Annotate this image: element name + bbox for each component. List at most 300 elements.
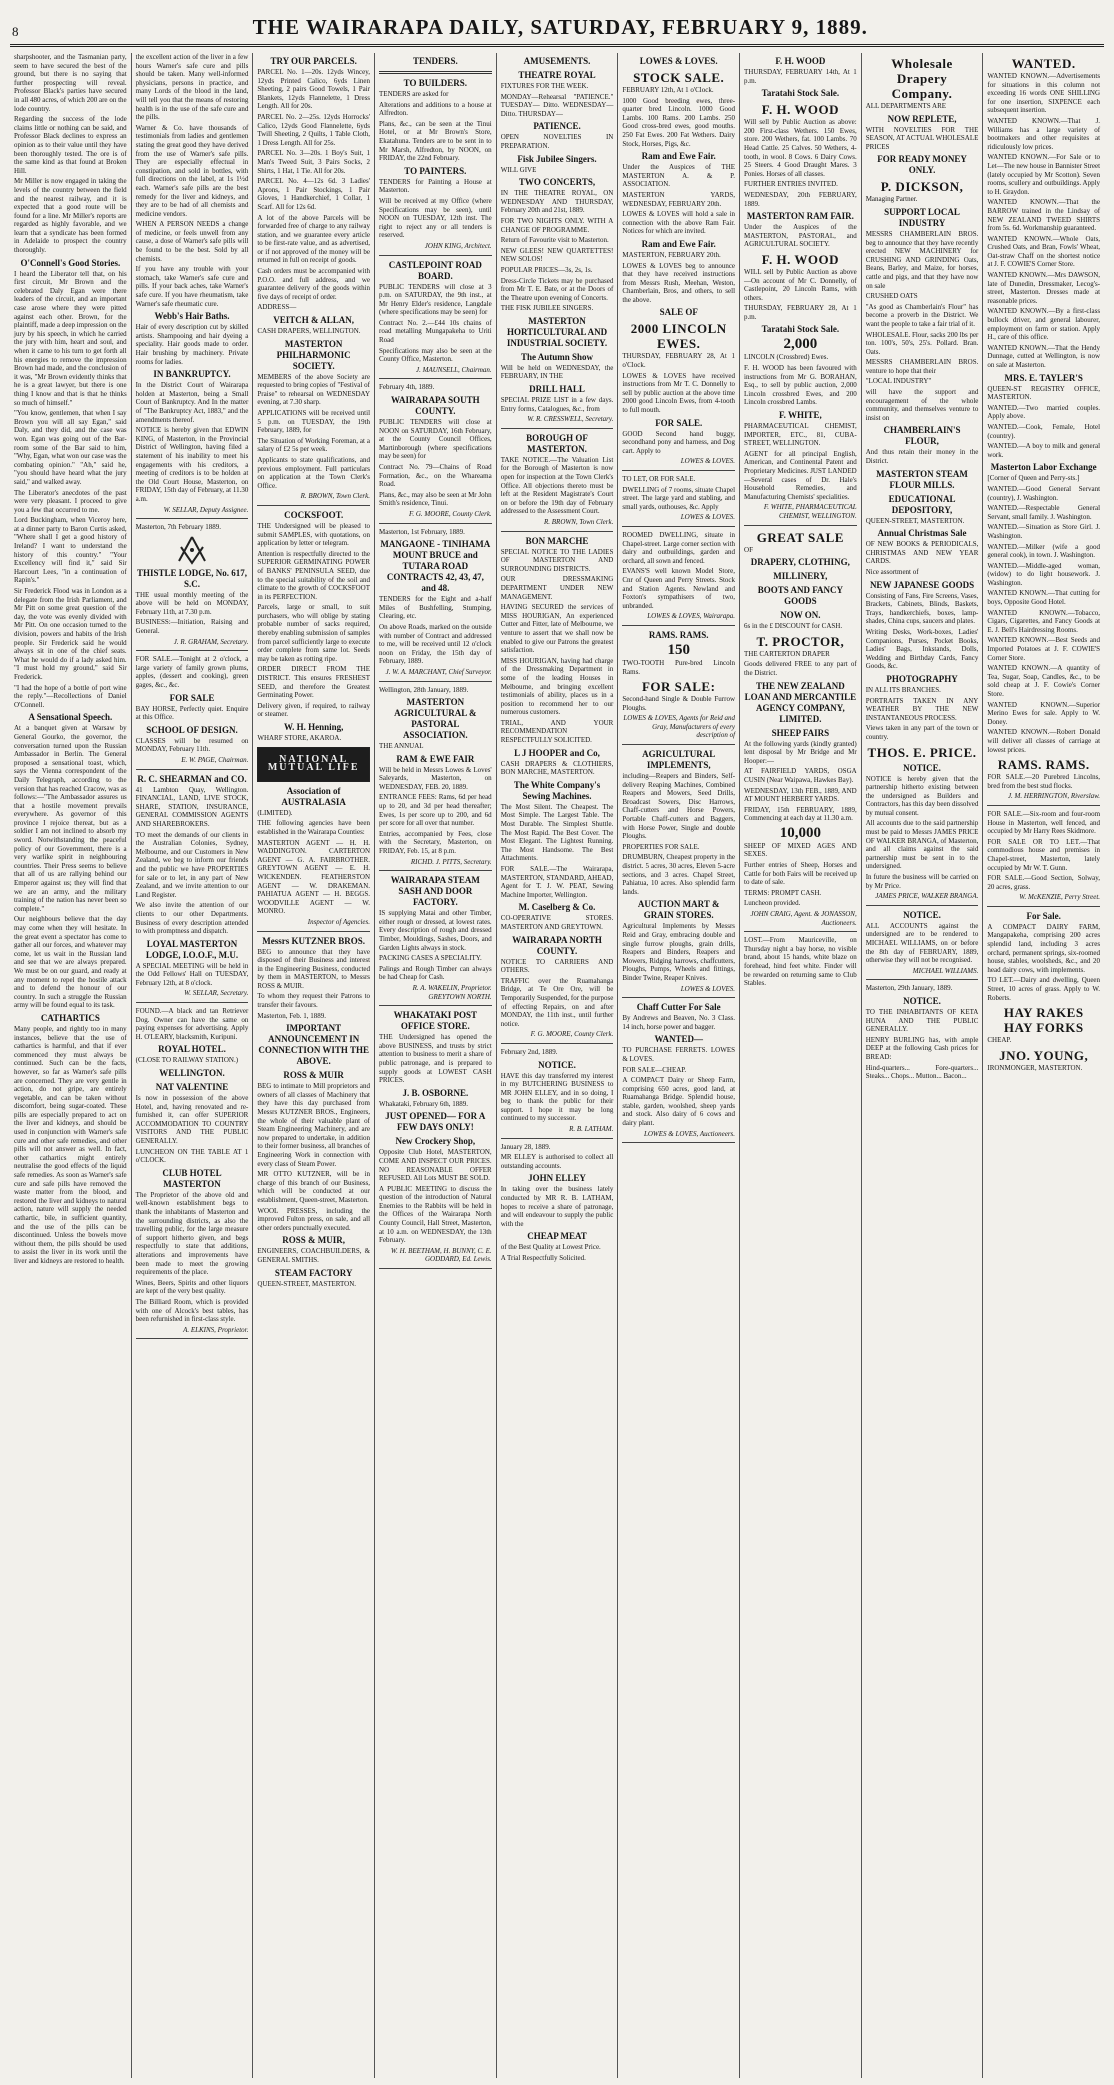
section-heading: CHEAP MEAT	[527, 1231, 587, 1242]
section-heading: MILLINERY,	[773, 571, 828, 582]
paragraph: MASTERTON AGENT — H. H. WADDINGTON. CARTERTON AGENT — G. A. FAIRBROTHER. GREYTOWN AGENT — E. H. WICKENDEN. FEATHERSTON AGENT — W. DRAKEMAN. PAHIATUA AGENT — H. BEGGS. WOODVILLE AGENT — W. MONRO.	[257, 838, 371, 916]
paragraph: WITH NOVELTIES FOR THE SEASON, AT ACTUAL WHOLESALE PRICES	[865, 125, 979, 151]
paragraph: Entries, accompanied by Fees, close with the Secretary, Masterton, on FRIDAY, Feb. 15, at 8 p.m.	[379, 829, 492, 856]
divider	[501, 428, 614, 429]
signature: R. BROWN, Town Clerk.	[300, 492, 371, 501]
paragraph: Masterton, 29th January, 1889.	[865, 984, 953, 993]
paragraph: FOR SALE—CHEAP.	[622, 1065, 687, 1074]
section-heading: PATIENCE.	[533, 121, 581, 132]
section-heading: TRY OUR PARCELS.	[270, 56, 357, 66]
paragraph: TO LET.—Dairy and dwelling, Queen Street, 10 acres of grass. Apply to W. Roberts.	[987, 976, 1101, 1002]
paragraph: CO-OPERATIVE STORES. MASTERTON AND GREYTOWN.	[500, 914, 614, 931]
paragraph: Wellington, 28th January, 1889.	[379, 685, 469, 694]
section-heading: AGRICULTURAL IMPLEMENTS,	[642, 749, 716, 771]
paragraph: All accounts due to the said partnership must be paid to Messrs JAMES PRICE OF WALKER BRANGA, of Masterton, and all claims against the said partnership must be sent in to the undersigned.	[865, 819, 979, 871]
paragraph: Delivery given, if required, to railway or steamer.	[257, 701, 371, 719]
paragraph: Return of Favourite visit to Masterton.	[500, 236, 609, 245]
paragraph: AT FAIRFIELD YARDS, OSGA CUSIN (Near Waipawa, Hawkes Bay).	[744, 767, 857, 784]
paragraph: WANTED.—Cook, Female, Hotel (country).	[987, 422, 1101, 440]
paragraph: February 2nd, 1889.	[500, 1047, 558, 1056]
paragraph: PARCEL No. 3—20s. 1 Boy's Suit, 1 Man's Tweed Suit, 3 Pairs Socks, 2 Shirts, 1 Hat, 1 Tie. All for 20s.	[257, 149, 371, 175]
section-heading: NOW REPLETE,	[887, 113, 957, 124]
divider	[744, 525, 857, 526]
paragraph: A SPECIAL MEETING will be held in the Odd Fellows' Hall on TUESDAY, February 12th, at 8 o'clock.	[135, 961, 249, 987]
paragraph: If you have any trouble with your stomach, take Warner's safe cure and pills. If your back aches, take Warner's safe cure. If you have rheumatism, take Warner's safe rheumatic cure.	[135, 265, 249, 308]
signature: LOWES & LOVES.	[680, 984, 736, 993]
divider	[987, 805, 1100, 806]
divider	[379, 681, 492, 682]
paragraph: sharpshooter, and the Tasmanian party, seem to have secured the best of the ground, but there is no saying that further prospecting will reveal. Professor Black's parties have secured in all 480 acres, of which 200 are on the lode country.	[14, 53, 127, 113]
column-3	[253, 53, 375, 2078]
paragraph: FOR SALE.—The Wairarapa, MASTERTON, STANDARD, AHEAD, Agent for T. J. W. PEAT, Sewing Machine Importer, Wellington.	[500, 865, 614, 899]
paragraph: Warner & Co. have thousands of testimonials from ladies and gentlemen stating the great good they have derived from the use of Warner's safe pills. They are especially effectual in constipation, and sold in bottles, with full directions on the label, at 1s 1½d each. Warner's safe pills are the best remedy for the liver and kidneys, and they are to be had of all chemists and medicine vendors.	[135, 123, 249, 218]
paragraph: CASH DRAPERS, WELLINGTON.	[257, 327, 361, 336]
paragraph: Alterations and additions to a house at Alfredton.	[379, 100, 492, 118]
paragraph: PHARMACEUTICAL CHEMIST, IMPORTER, ETC., 81, CUBA-STREET, WELLINGTON.	[744, 422, 857, 448]
paragraph: (CLOSE TO RAILWAY STATION.)	[135, 1056, 239, 1065]
paragraph: CHEAP.	[987, 1036, 1012, 1045]
divider	[501, 1043, 614, 1044]
paragraph: BUSINESS:—Initiation, Raising and General.	[135, 618, 249, 636]
signature: R. B. LATHAM.	[569, 1125, 614, 1134]
paragraph: LOWES & LOVES beg to announce that they have received instructions from Messrs Rush, Meehan, Weston, Chamberlain, Bros, and others, to sell the above.	[622, 261, 736, 304]
paragraph: TWO-TOOTH Pure-bred Lincoln Rams.	[622, 658, 736, 676]
section-heading: WAIRARAPA STEAM SASH AND DOOR FACTORY.	[390, 875, 480, 908]
paragraph: Will be received at my Office (where Specifications may be seen), until NOON on TUESDAY, 12th inst. The right to reject any or all tenders is reserved.	[379, 196, 492, 240]
signature: JOHN KING, Architect.	[424, 241, 492, 250]
advert-heading: RAMS. RAMS.	[997, 757, 1090, 773]
paragraph: MASTERTON, FEBRUARY 20th.	[622, 250, 721, 259]
paragraph: WEDNESDAY, 13th FEB., 1889, AND AT MOUNT HERBERT YARDS.	[744, 786, 857, 804]
paragraph: BEG to announce that they have disposed of their Business and interest in the Engineering Business, conducted by them in MASTERTON, to Messrs ROSS & MUIR.	[257, 947, 371, 990]
column-2	[132, 53, 254, 2078]
paragraph: Sir Frederick Flood was in London as a delegate from the Irish Parliament, and Mr Pitt on some great question of the day, the vote was evenly divided with Mr Pitt. On one occasion turned to the division, powers and habits of the Irish people. Sir Frederick said he would always sit in one of the chief seats. What he would do if a lady asked him. "I must hold my ground," said Sir Frederick.	[14, 587, 127, 681]
paragraph: HAVE this day transferred my interest in my BUTCHERING BUSINESS to MR JOHN ELLEY, and in so doing, I beg to thank the public for their support. I hope it may be long continued to my successor.	[500, 1071, 614, 1123]
section-heading: MASTERTON HORTICULTURAL AND INDUSTRIAL SOCIETY.	[506, 315, 608, 348]
paragraph: PACKING CASES A SPECIALITY.	[379, 954, 482, 963]
paragraph: A COMPACT DAIRY FARM, Mangapakeha, comprising 200 acres splendid land, including 3 acres orchard, permanent springs, six-roomed house, stables, woolsheds, &c., and 20 head dairy cows, with implements.	[987, 922, 1101, 974]
paragraph: "I had the hope of a bottle of port wine the reply."—Recollections of Daniel O'Connell.	[14, 683, 127, 709]
paragraph: TERMS: PROMPT CASH.	[744, 888, 822, 897]
paragraph: WANTED KNOWN.—That the Hendy Dunnage, cutted at Wellington, is now on sale at Masterton.	[987, 343, 1101, 369]
paragraph: WANTED KNOWN.—Tobacco, Cigars, Cigarettes, and Fancy Goods at E. J. Bell's Hairdressing Rooms.	[987, 608, 1101, 634]
paragraph: WEDNESDAY, 20th FEBRUARY, 1889.	[744, 190, 857, 208]
section-heading: IN BANKRUPTCY.	[153, 369, 231, 380]
paragraph: WANTED.—Respectable General Servant, small family. J. Washington.	[987, 504, 1101, 521]
paragraph: IRONMONGER, MASTERTON.	[987, 1063, 1083, 1072]
section-heading: New Crockery Shop,	[395, 1136, 476, 1147]
paragraph: TO THE INHABITANTS OF KETA HUNA AND THE PUBLIC GENERALLY.	[865, 1007, 979, 1034]
paragraph: APPLICATIONS will be received until 5 p.m. on TUESDAY, the 19th February, 1889, for	[257, 409, 371, 435]
paragraph: WANTED KNOWN.—That the BARROW trained in the Lindsay of NEW ZEALAND TWEED SHIRTS from 5s. 6d. Workmanship guaranteed.	[987, 198, 1101, 233]
section-heading: FOR READY MONEY ONLY.	[877, 154, 967, 176]
column-8	[862, 53, 984, 2078]
paragraph: MESSRS CHAMBERLAIN BROS. venture to hope that their	[865, 358, 979, 375]
section-heading: IMPORTANT ANNOUNCEMENT IN CONNECTION WITH THE ABOVE.	[258, 1023, 370, 1067]
advert-heading: F. H. WOOD	[761, 251, 839, 267]
section-heading: SUPPORT LOCAL INDUSTRY	[884, 206, 960, 228]
large-figure: 10,000	[779, 824, 821, 841]
paragraph: ORDER DIRECT FROM THE DISTRICT. This ensures FRESHEST SEED, and therefore the Greatest Germinating Power.	[257, 665, 371, 700]
signature: LOWES & LOVES, Auctioneers.	[643, 1129, 736, 1138]
paragraph: Second-hand Single & Double Furrow Ploughs.	[622, 695, 736, 712]
signature: JAMES PRICE, WALKER BRANGA.	[875, 892, 979, 901]
paragraph: DRUMBURN, Cheapest property in the district. 5 acres, 30 acres, Eleven 5-acre sections, and 3 acres. Chapel Street, Pahiatua, 10 acres. Also splendid farm lands.	[622, 853, 736, 896]
section-heading: FOR SALE.	[655, 417, 703, 428]
paragraph: In taking over the business lately conducted by MR R. B. LATHAM, hopes to receive a share of patronage, and will endeavour to supply the public with the	[500, 1185, 614, 1228]
paragraph: The Proprietor of the above old and well-known establishment begs to thank the inhabitants of Masterton and the surrounding districts, as also the travelling public, for the large measure of support hitherto given, and begs respectfully to state that additions, alterations and improvements have been made to meet the growing requirements of the place.	[135, 1190, 249, 1277]
paragraph: Hind-quarters... Fore-quarters... Steaks... Chops... Mutton... Bacon...	[865, 1063, 979, 1081]
section-heading: EDUCATIONAL DEPOSITORY,	[888, 493, 956, 515]
divider	[501, 1138, 614, 1139]
section-heading: Webb's Hair Baths.	[154, 311, 230, 322]
section-heading: M. Caselberg & Co.	[518, 902, 596, 913]
paragraph: BAY HORSE, Perfectly quiet. Enquire at this Office.	[135, 704, 249, 722]
divider	[379, 71, 492, 74]
paragraph: Opposite Club Hotel, MASTERTON, COME AND INSPECT OUR PRICES. NO REASONABLE OFFER REFUSED. All Lots MUST BE SOLD.	[379, 1148, 492, 1183]
divider	[622, 1142, 735, 1143]
paragraph: FURTHER ENTRIES INVITED.	[744, 180, 838, 189]
section-heading: CATHARTICS	[40, 1012, 100, 1023]
paragraph: OF NEW BOOKS & PERIODICALS, CHRISTMAS AND NEW YEAR CARDS.	[865, 540, 979, 566]
paragraph: FOR SALE OR TO LET.—That commodious house and premises in Chapel-street, Masterton, lately occupied by Mr W. T. Gunn.	[987, 837, 1101, 872]
paragraph: THE ANNUAL	[379, 742, 424, 751]
paragraph: Whakataki, February 6th, 1889.	[379, 1099, 469, 1108]
column-1	[10, 53, 132, 2078]
paragraph: DWELLING of 7 rooms, situate Chapel street. The large yard and stabling, and small yards, outhouses, &c. Apply	[622, 485, 736, 511]
paragraph: Contract No. 2.—£44 10s chains of road metalling Mungapakeha to Uriti Road	[379, 318, 492, 345]
paragraph: ENTRANCE FEES: Rams, 6d per head up to 20, and 3d per head thereafter; Ewes, 1s per score up to 200, and 6d per score for all over that number.	[379, 793, 492, 828]
advert-heading: 2000 LINCOLN EWES.	[630, 321, 727, 352]
paragraph: TAKE NOTICE.—The Valuation List for the Borough of Masterton is now open for inspection at the Town Clerk's Office. All objections thereto must be left at the Resident Magistrate's Court on or before the 19th day of February addressed to the Assessment Court.	[500, 455, 614, 516]
divider	[622, 526, 735, 527]
advert-heading: P. DICKSON,	[880, 179, 964, 195]
divider	[136, 1002, 249, 1003]
section-heading: RAM & EWE FAIR	[396, 753, 475, 764]
paragraph: TO meet the demands of our clients in the Australian Colonies, Sydney, Melbourne, and our Customers in New Zealand, we beg to inform our friends and the public we have PROPERTIES for sale or to let, in any part of New Zealand, and we invite attention to our Land Register.	[135, 830, 249, 899]
section-heading: FOR SALE	[169, 692, 215, 703]
section-heading: NOTICE.	[903, 995, 941, 1006]
section-heading: Chaff Cutter For Sale	[636, 1002, 721, 1013]
section-heading: Ram and Ewe Fair.	[641, 151, 716, 162]
paragraph: WANTED.—Good General Servant (country), J. Washington.	[987, 484, 1101, 502]
section-heading: THE NEW ZEALAND LOAN AND MERCANTILE AGENCY COMPANY, LIMITED.	[744, 680, 857, 724]
paragraph: Is now in possession of the above Hotel, and, having renovated and re-furnished it, can offer SUPERIOR ACCOMMODATION TO COUNTRY VISITORS AND THE PUBLIC GENERALLY.	[135, 1094, 249, 1145]
paragraph: MR OTTO KUTZNER, will be in charge of this branch of our Business, which will be conducted at our establishment, Queen-street, Masterton.	[257, 1170, 371, 1204]
paragraph: Masterton, 7th February 1889.	[135, 523, 222, 532]
paragraph: WOOL PRESSES, including the improved Fulton press, on sale, and all other orders punctually executed.	[257, 1206, 371, 1232]
section-heading: J. B. OSBORNE.	[402, 1087, 469, 1098]
paragraph: Under the Auspices of THE MASTERTON A. & P. ASSOCIATION.	[622, 163, 736, 189]
paragraph: Specifications may also be seen at the County Office, Masterton.	[379, 346, 492, 364]
section-heading: MASTERTON STEAM FLOUR MILLS.	[876, 468, 968, 490]
signature: LOWES & LOVES, Wairarapa.	[647, 612, 736, 621]
divider	[622, 625, 735, 626]
section-heading: THEATRE ROYAL	[518, 70, 596, 80]
paragraph: Consisting of Fans, Fire Screens, Vases, Brackets, Cabinets, Blinds, Baskets, Trays, handkerchiefs, boxes, lamp-shades, China cups, saucers and plates.	[865, 591, 979, 626]
paragraph: LINCOLN (Crossbred) Ewes.	[744, 353, 829, 362]
section-heading: Masterton Labor Exchange	[990, 462, 1097, 473]
paragraph: We also invite the attention of our clients to our other Departments. Business of every description attended to with promptness and dispatch.	[135, 901, 249, 936]
column-7	[740, 53, 862, 2078]
divider	[136, 650, 249, 651]
section-heading: PHOTOGRAPHY	[886, 673, 958, 684]
paragraph: HAVING SECURED the services of MISS HOURIGAN, An experienced Cutter and Fitter, late of Melbourne, we venture to assert that we shall now be enabled to give our Patrons the greatest satisfaction.	[500, 603, 614, 655]
paragraph: WANTED KNOWN.—Best Seeds and Imported Potatoes at J. F. COWIE'S Corner Store.	[987, 636, 1101, 662]
paragraph: NOTICE is hereby given that the partnership hitherto existing between the undersigned as Builders and Contractors, has this day been dissolved by mutual consent.	[865, 774, 979, 817]
section-heading: TENDERS.	[412, 56, 458, 66]
paragraph: Goods delivered FREE to any part of the District.	[744, 660, 857, 677]
paragraph: MR ELLEY is authorised to collect all outstanding accounts.	[500, 1153, 614, 1170]
paragraph: [Corner of Queen and Perry-sts.]	[987, 474, 1080, 483]
paragraph: Parcels, large or small, to suit purchasers, who will oblige by stating probable number of sacks required, thereby enabling submission of samples from parcel sufficiently large to execute order complete from same lot. Seeds may be taken as rotting ripe.	[257, 603, 371, 663]
paragraph: A lot of the above Parcels will be forwarded free of charge to any railway station, and we guarantee every article to be first-rate value, and as advertised, or if not approved of the money will be returned in full on receipt of goods.	[257, 213, 371, 265]
masthead	[10, 10, 1104, 47]
paragraph: SPECIAL PRIZE LIST in a few days. Entry forms, Catalogues, &c., from	[500, 396, 614, 413]
paragraph: QUEEN-STREET, MASTERTON.	[257, 1279, 357, 1288]
section-heading: Taratahi Stock Sale.	[761, 324, 840, 335]
section-heading: F. H. WOOD	[775, 56, 826, 66]
paragraph: IS supplying Matai and other Timber, either rough or dressed, at lowest rates. Every description of rough and dressed Timber, Mouldings, Sashes, Doors, and Garden Lights always in stock.	[379, 909, 492, 952]
paragraph: MASTERTON YARDS, WEDNESDAY, FEBRUARY 20th.	[622, 190, 736, 208]
paragraph: WANTED.—Milker (wife a good general cook), in town. J. Washington.	[987, 542, 1101, 560]
section-heading: The Autumn Show	[521, 351, 594, 362]
paragraph: FOR TWO NIGHTS ONLY. WITH A CHANGE OF PROGRAMME.	[500, 216, 614, 234]
paragraph: February 4th, 1889.	[379, 383, 435, 392]
paragraph: Views taken in any part of the town or country.	[865, 724, 979, 741]
section-heading: COCKSFOOT.	[284, 509, 344, 520]
section-heading: TO BUILDERS.	[403, 78, 468, 88]
section-heading: STEAM FACTORY	[274, 1267, 353, 1278]
section-heading: MRS. E. TAYLER'S	[1004, 372, 1083, 383]
divider	[379, 378, 492, 379]
section-heading: Fisk Jubilee Singers.	[517, 153, 597, 164]
paragraph: EVANS'S well known Model Store, Cnr of Queen and Perry Streets. Stock and Station Agents. Newland and Foxton's sympathisers of two, unbranded.	[622, 567, 736, 610]
paragraph: Nice assortment of	[865, 568, 919, 576]
paragraph: PUBLIC TENDERS will close at 3 p.m. on SATURDAY, the 9th inst., at Mr Henry Elder's residence, Langdale (where specifications may be seen) for	[379, 282, 492, 317]
paragraph: Dress-Circle Tickets may be purchased from Mr T. E. Bate, or at the Doors of the Theatre upon evening of Concerts.	[500, 276, 614, 302]
paragraph: PORTRAITS TAKEN IN ANY WEATHER BY THE NEW INSTANTANEOUS PROCESS.	[865, 696, 979, 722]
paragraph: LUNCHEON ON THE TABLE AT 1 o'CLOCK.	[135, 1147, 249, 1165]
paragraph: TRIAL, AND YOUR RECOMMENDATION RESPECTFULLY SOLICITED.	[500, 718, 614, 745]
paragraph: FOUND.—A black and tan Retriever Dog. Owner can have the same on paying expenses for advertising. Apply H. O'LEARY, blacksmith, Kuripuni.	[135, 1007, 249, 1041]
signature: A. ELKINS, Proprietor.	[183, 1325, 249, 1334]
section-heading: F. WHITE,	[778, 410, 822, 421]
advert-heading: FOR SALE:	[641, 679, 716, 695]
paragraph: THURSDAY, FEBRUARY 28, At 1 p.m.	[744, 304, 857, 321]
section-heading: SCHOOL OF DESIGN.	[146, 724, 238, 735]
section-heading: AMUSEMENTS.	[523, 56, 591, 66]
paragraph: TENDERS for Painting a House at Masterton.	[379, 177, 492, 195]
column-9	[983, 53, 1104, 2078]
paragraph: FOR SALE.—20 Purebred Lincolns, bred from the best stud flocks.	[987, 773, 1101, 790]
section-heading: CLUB HOTEL MASTERTON	[162, 1167, 222, 1189]
paragraph: SHEEP OF MIXED AGES AND SEXES.	[744, 841, 857, 859]
paragraph: PROPERTIES FOR SALE.	[622, 842, 700, 851]
paragraph: Lord Buckingham, when Viceroy here, at a dinner party to Baron Curtis asked, "Where shall I get a good history of Ireland? I want to understand the history of this country." "Your Excellency will find it," said Sir Harcourt Lees, "in a continuation of Rapin's."	[14, 516, 127, 585]
section-heading: WAIRARAPA NORTH COUNTY.	[512, 934, 602, 956]
paragraph: QUEEN-ST REGISTRY OFFICE, MASTERTON.	[987, 384, 1101, 402]
paragraph: Agricultural Implements by Messrs Reid and Gray, embracing double and single furrow ploughs, grain drills, Reapers and Binders, Reapers and Mowers, Ridging harrows, chaffcutters, Ploughs, Pumps, Wheels and fittings, Binder Twine, Reaper Knives.	[622, 922, 736, 982]
paragraph: ALL ACCOUNTS against the undersigned are to be rendered to MICHAEL WILLIAMS, on or before the 8th day of FEBRUARY, 1889, otherwise they will not be recognised.	[865, 921, 979, 965]
section-heading: Taratahi Stock Sale.	[761, 88, 840, 99]
section-heading: The White Company's Sewing Machines.	[513, 779, 601, 801]
section-heading: Annual Christmas Sale	[877, 528, 967, 539]
column-5	[497, 53, 619, 2078]
paragraph: WANTED KNOWN.—Advertisements for situations in this column not exceeding 16 words ONE SHILLING for one insertion, SIXPENCE each subsequent insertion.	[987, 72, 1101, 115]
paragraph: MESSRS CHAMBERLAIN BROS. beg to announce that they have recently erected NEW MACHINERY for CRUSHING AND GRINDING Oats, Beans, Barley, and Maize, for horses, cattle and pigs, and that they have now on sale	[865, 229, 979, 290]
section-heading: NOTICE.	[538, 1059, 576, 1070]
paragraph: of the Best Quality at Lowest Price.	[500, 1243, 601, 1252]
paragraph: TRAFFIC over the Ruamahanga Bridge, at Te Ore Ore, will be Temporarily Suspended, for the purpose of effecting Repairs, on and after MONDAY, the 11th inst., until further notice.	[500, 976, 614, 1028]
paragraph: The Situation of Working Foreman, at a salary of £2 5s per week.	[257, 436, 371, 454]
signature: J. MAUNSELL, Chairman.	[416, 365, 492, 374]
section-heading: THISTLE LODGE, No. 617, S.C.	[136, 567, 248, 589]
section-heading: MANGAONE - TINIHAMA MOUNT BRUCE and TUTARA ROAD CONTRACTS 42, 43, 47, and 48.	[380, 539, 491, 594]
signature: J. W. A. MARCHANT, Chief Surveyor.	[385, 667, 492, 676]
section-heading: WELLINGTON.	[159, 1068, 225, 1079]
masonic-emblem-icon	[175, 535, 209, 565]
section-heading: NAT VALENTINE	[155, 1082, 229, 1093]
paragraph: the excellent action of the liver in a few hours Warner's safe cure and pills should be taken. Many well-informed physicians, persons in practice, and many Lords of the blood in the land, will tell you that the means of restoring health is in the use of the safe cure and the pills.	[135, 53, 249, 122]
section-heading: WANTED—	[654, 1034, 703, 1045]
divider	[136, 769, 249, 770]
paragraph: WANTED KNOWN.—Superior Merino Ewes for sale. Apply to W. Doney.	[987, 700, 1101, 726]
advert-heading: T. PROCTOR,	[756, 633, 845, 649]
section-heading: L J HOOPER and Co,	[514, 747, 600, 758]
signature: W. SELLAR, Deputy Assignee.	[163, 505, 249, 514]
section-heading: NOW ON.	[780, 610, 821, 621]
paragraph: FEBRUARY 12th, At 1 o'Clock.	[622, 86, 714, 94]
signature: F. G. MOORE, County Clerk.	[408, 509, 492, 518]
large-figure: 150	[667, 641, 690, 658]
paragraph: HENRY BURLING has, with ample DEEP at the following Cash prices for BREAD:	[865, 1035, 979, 1061]
paragraph: Managing Partner.	[865, 195, 918, 204]
paragraph: BEG to intimate to Mill proprietors and owners of all classes of Machinery that they have this day purchased from Messrs KUTZNER BROS., Engineers, the whole of their valuable plant of Steam Engineering Machinery, and are now prepared to undertake, in addition to their former business, all branches of Engineering Work in connection with every class of Steam Power.	[257, 1082, 371, 1168]
paragraph: WANTED.—Two married couples. Apply above.	[987, 403, 1101, 421]
paragraph: (LIMITED).	[257, 808, 293, 817]
section-heading: WAIRARAPA SOUTH COUNTY.	[391, 395, 480, 417]
paragraph: CLASSES will be resumed on MONDAY, February 11th.	[135, 736, 249, 754]
paragraph: In the District Court of Wairarapa holden at Masterton, being a Small Court of Bankruptcy. And In the matter of "The Bankruptcy Act, 1883," and the amendments thereof.	[135, 381, 249, 424]
signature: F. WHITE, PHARMACEUTICAL CHEMIST, WELLINGTON.	[763, 503, 857, 520]
paragraph: The Liberator's anecdotes of the past were very pleasant. I proceed to give you a few that occurred to me.	[14, 488, 127, 514]
paragraph: On above Roads, marked on the outside with number of Contract and addressed to me, will be received until 12 o'clock noon on Friday, the 15th day of February, 1889.	[379, 622, 492, 666]
paragraph: Plans, &c., can be seen at the Tinui Hotel, or at Mr Brown's Store, Ekatahuna. Tenders are to be sent in to Mr Marsh, Alfredton, by NOON, on FRIDAY, the 22nd February.	[379, 119, 492, 163]
section-heading: CHAMBERLAIN'S FLOUR,	[883, 425, 961, 447]
paragraph: PUBLIC TENDERS will close at NOON on SATURDAY, 16th February, at the County Council Offices, Martinborough (where specifications may be seen) for	[379, 418, 492, 461]
signature: W. H. BEETHAM, H. BUNNY, C. E. GODDARD, Ed. Lewis.	[390, 1246, 492, 1264]
paragraph: WANTED KNOWN.—A quantity of Tea, Sugar, Soap, Candles, &c., to be sold cheap at J. F. Cowie's Corner Store.	[987, 664, 1101, 698]
section-heading: BON MARCHE	[525, 535, 589, 546]
advert-heading: GREAT SALE	[756, 529, 844, 545]
paragraph: WANTED KNOWN.—That cutting for boys, Opposite Good Hotel.	[987, 589, 1101, 607]
divider	[866, 905, 979, 906]
signature: J. R. GRAHAM, Secretary.	[173, 637, 249, 646]
paragraph: Will be held on WEDNESDAY, the FEBRUARY, IN THE	[500, 363, 614, 381]
section-heading: R. C. SHEARMAN and CO.	[137, 773, 247, 784]
paragraph: ROOMED DWELLING, situate in Chapel-street. Large corner section with dairy and outbuildings, garden and orchard, all sown and fenced.	[622, 530, 736, 565]
section-heading: Ram and Ewe Fair.	[641, 238, 716, 249]
paragraph: including—Reapers and Binders, Self-delivery Reaping Machines, Combined Reapers and Mowers, Seed Drills, Broadcast Sowers, Disc Harrows, Chaff-cutters and Horse Powers, Portable Chaff-cutters and Baggers, with Horse Power, Single and double Ploughs.	[622, 772, 736, 841]
paragraph: THURSDAY, FEBRUARY 28, At 1 o'Clock.	[622, 352, 736, 370]
paragraph: WHOLESALE. Flour, sacks 200 lbs per ton. 100's, 50's, 25's. Pollard. Bran. Oats.	[865, 330, 979, 356]
paragraph: "As good as Chamberlain's Flour" has become a proverb in the District. We want the people to take a fair trial of it.	[865, 302, 979, 328]
paragraph: WANTED KNOWN.—Mrs DAWSON, late of Dunedin, Dressmaker, Lecog's-street, Masterton. Dresses made at reasonable prices.	[987, 271, 1101, 305]
paragraph: By Andrews and Beaven, No. 3 Class. 14 inch, horse power and bagger.	[622, 1014, 736, 1031]
paragraph: 41 Lambton Quay, Wellington. FINANCIAL, LAND, LIVE STOCK, SHARE, STATION, INSURANCE, GENERAL COMMISSION AGENTS AND SHAREBROKERS.	[135, 785, 249, 828]
paragraph: "LOCAL INDUSTRY"	[865, 377, 932, 386]
paragraph: NEW GLEES! NEW QUARTETTES! NEW SOLOS!	[500, 246, 614, 264]
section-heading: MASTERTON PHILHARMONIC SOCIETY.	[276, 338, 351, 371]
section-heading: JUST OPENED— FOR A FEW DAYS ONLY!	[385, 1111, 486, 1133]
paragraph: OPEN NOVELTIES IN PREPARATION.	[500, 133, 614, 150]
signature: RICHD. J. PITTS, Secretary.	[410, 857, 492, 866]
divider	[136, 518, 249, 519]
signature: E. W. PAGE, Chairman.	[181, 756, 249, 764]
paragraph: WANTED KNOWN.—For Sale or to Let—The new house in Bannister Street (lately occupied by Mr Scotton). Seven rooms, scullery and outbuildings. Apply to H. Graydon.	[987, 153, 1101, 196]
paragraph: WANTED KNOWN.—Whole Oats, Crushed Oats, and Bran, Fowls' Wheat, Oat-straw Chaff on the shortest notice at J. F. COWIE'S Corner Store.	[987, 234, 1101, 269]
paragraph: Our neighbours believe that the day may come when they will hesitate. In the great event a spectator has come to gather all our forces, and whatever may come, let us wait in the Russian land and see that we are always prepared. We must be on our guard, and ready at any moment to repel the hostile attack and to defend the honour of our country. In such a struggle the Russian army will be found equal to its task.	[14, 915, 127, 1010]
paragraph: LOWES & LOVES have received instructions from Mr T. C. Donnelly to sell by public auction at the above time 2000 good Lincoln Ewes, from 4-tooth to full mouth.	[622, 371, 736, 415]
paragraph: NOTICE TO CARRIERS AND OTHERS.	[500, 957, 614, 975]
paragraph: WHARF STORE, AKAROA.	[257, 734, 342, 742]
paragraph: WANTED.—Middle-aged woman, (widow) to do light housework. J. Washington.	[987, 561, 1101, 587]
divider	[866, 979, 979, 980]
signature: W. SELLAR, Secretary.	[184, 989, 249, 998]
section-heading: TWO CONCERTS,	[518, 177, 596, 188]
paragraph: POPULAR PRICES—3s, 2s, 1s.	[500, 265, 593, 274]
section-heading: TO PAINTERS.	[404, 165, 467, 176]
national-mutual-logo: NATIONAL MUTUAL LIFE	[257, 747, 370, 782]
paragraph: Applicants to state qualifications, and previous employment. Full particulars on application at the Town Clerk's Office.	[257, 455, 371, 490]
section-heading: W. H. Henning,	[283, 722, 344, 732]
section-heading: MASTERTON RAM FAIR.	[746, 211, 854, 222]
paragraph: IN THE THEATRE ROYAL, ON WEDNESDAY AND THURSDAY, February 20th and 21st, 1889.	[500, 189, 614, 215]
paragraph: ADDRESS—	[257, 303, 297, 312]
section-heading: SHEEP FAIRS	[771, 727, 830, 738]
paragraph: Plans, &c., may also be seen at Mr John Smith's residence, Tinui.	[379, 490, 492, 508]
paragraph: SPECIAL NOTICE TO THE LADIES OF MASTERTON AND SURROUNDING DISTRICTS.	[500, 547, 614, 573]
paragraph: THE FISK JUBILEE SINGERS.	[500, 304, 594, 313]
section-heading: NOTICE.	[903, 762, 941, 773]
paragraph: WANTED.—Situation as Store Girl. J. Washington.	[987, 523, 1101, 540]
paragraph: PARCEL No. 1—20s. 12yds Wincey, 12yds Printed Calico, 6yds Linen Sheeting, 2 pairs Good Towels, 1 Pair Blankets, 12yds Flannelette, 1 Dress Length. All for 20s.	[257, 68, 371, 111]
paragraph: 6s in the £ DISCOUNT for CASH.	[744, 622, 843, 631]
paragraph: CASH DRAPERS & CLOTHIERS, BON MARCHE, MASTERTON.	[500, 759, 614, 777]
paragraph: LOST.—From Mauriceville, on Thursday night a bay horse, no visible brand, about 15 hands, white blaze on forehead, hind feet white. Finder will be rewarded on returning same to Club Stables.	[744, 936, 857, 988]
signature: R. A. WAKELIN, Proprietor. GREYTOWN NORTH.	[412, 983, 492, 1001]
paragraph: Mr Miller is now engaged in taking the levels of the country between the field and the nearest railway, and it is expected that a good route will be found for a line. Mr Miller's reports are regarded as highly favorable, and we learn that a syndicate has been formed in Adelaide to prospect the country thoroughly.	[14, 177, 127, 255]
paragraph: I heard the Liberator tell that, on his first circuit, Mr Brown and the celebrated Daly Egan were there leaders of the circuit, and an important case arose where they were pitted against each other. Brown, for the plaintiff, made a deep impression on the jury by his speech, in which he carried the jury with him, heart and soul, and when it came to his turn to get forth all his energies to remove the impression Brown had made, and the conclusion of it was, "Mr Brown evidently thinks that he is a great lawyer, but there is one thing I know and that is that he thinks so much of himself."	[14, 269, 127, 407]
paragraph: THE usual monthly meeting of the above will be held on MONDAY, February 11th, at 7.30 p.m.	[135, 590, 249, 616]
section-heading: NEW JAPANESE GOODS	[869, 579, 975, 590]
paragraph: F. H. WOOD has been favoured with instructions from Mr G. BORAHAN, Esq., to sell by public auction, 2,000 Lincoln crossbred Ewes, and 200 Lincoln crossbred Lambs.	[744, 364, 857, 407]
divider	[257, 505, 370, 506]
section-heading: Association of AUSTRALASIA	[281, 785, 346, 807]
paragraph: Further entries of Sheep, Horses and Cattle for both Fairs will be received up to date of sale.	[744, 861, 857, 887]
paragraph: WANTED KNOWN.—By a first-class bullock driver, and general labourer, employment on farm or station. Apply H., care of this office.	[987, 307, 1101, 342]
signature: LOWES & LOVES, Agents for Reid and Gray, Manufacturers of every description of	[623, 714, 736, 740]
paragraph: PARCEL No. 4—12s 6d. 3 Ladies' Aprons, 1 Pair Stockings, 1 Pair Gloves, 1 Handkerchief, 1 Collar, 1 Scarf. All for 12s 6d.	[257, 177, 371, 211]
paragraph: ENGINEERS, COACHBUILDERS, & GENERAL SMITHS.	[257, 1247, 371, 1264]
divider	[379, 870, 492, 871]
section-heading: ROSS & MUIR,	[282, 1235, 346, 1246]
paragraph: WANTED KNOWN.—That J. Williams has a large variety of bootmakers and other requisites at ridiculously low prices.	[987, 116, 1101, 151]
paragraph: Cash orders must be accompanied with P.O.O. and full address, and we guarantee delivery of the goods within five days of receipt of order.	[257, 267, 371, 301]
paragraph: TO LET, OR FOR SALE.	[622, 475, 696, 483]
section-heading: DRILL HALL	[529, 384, 585, 395]
